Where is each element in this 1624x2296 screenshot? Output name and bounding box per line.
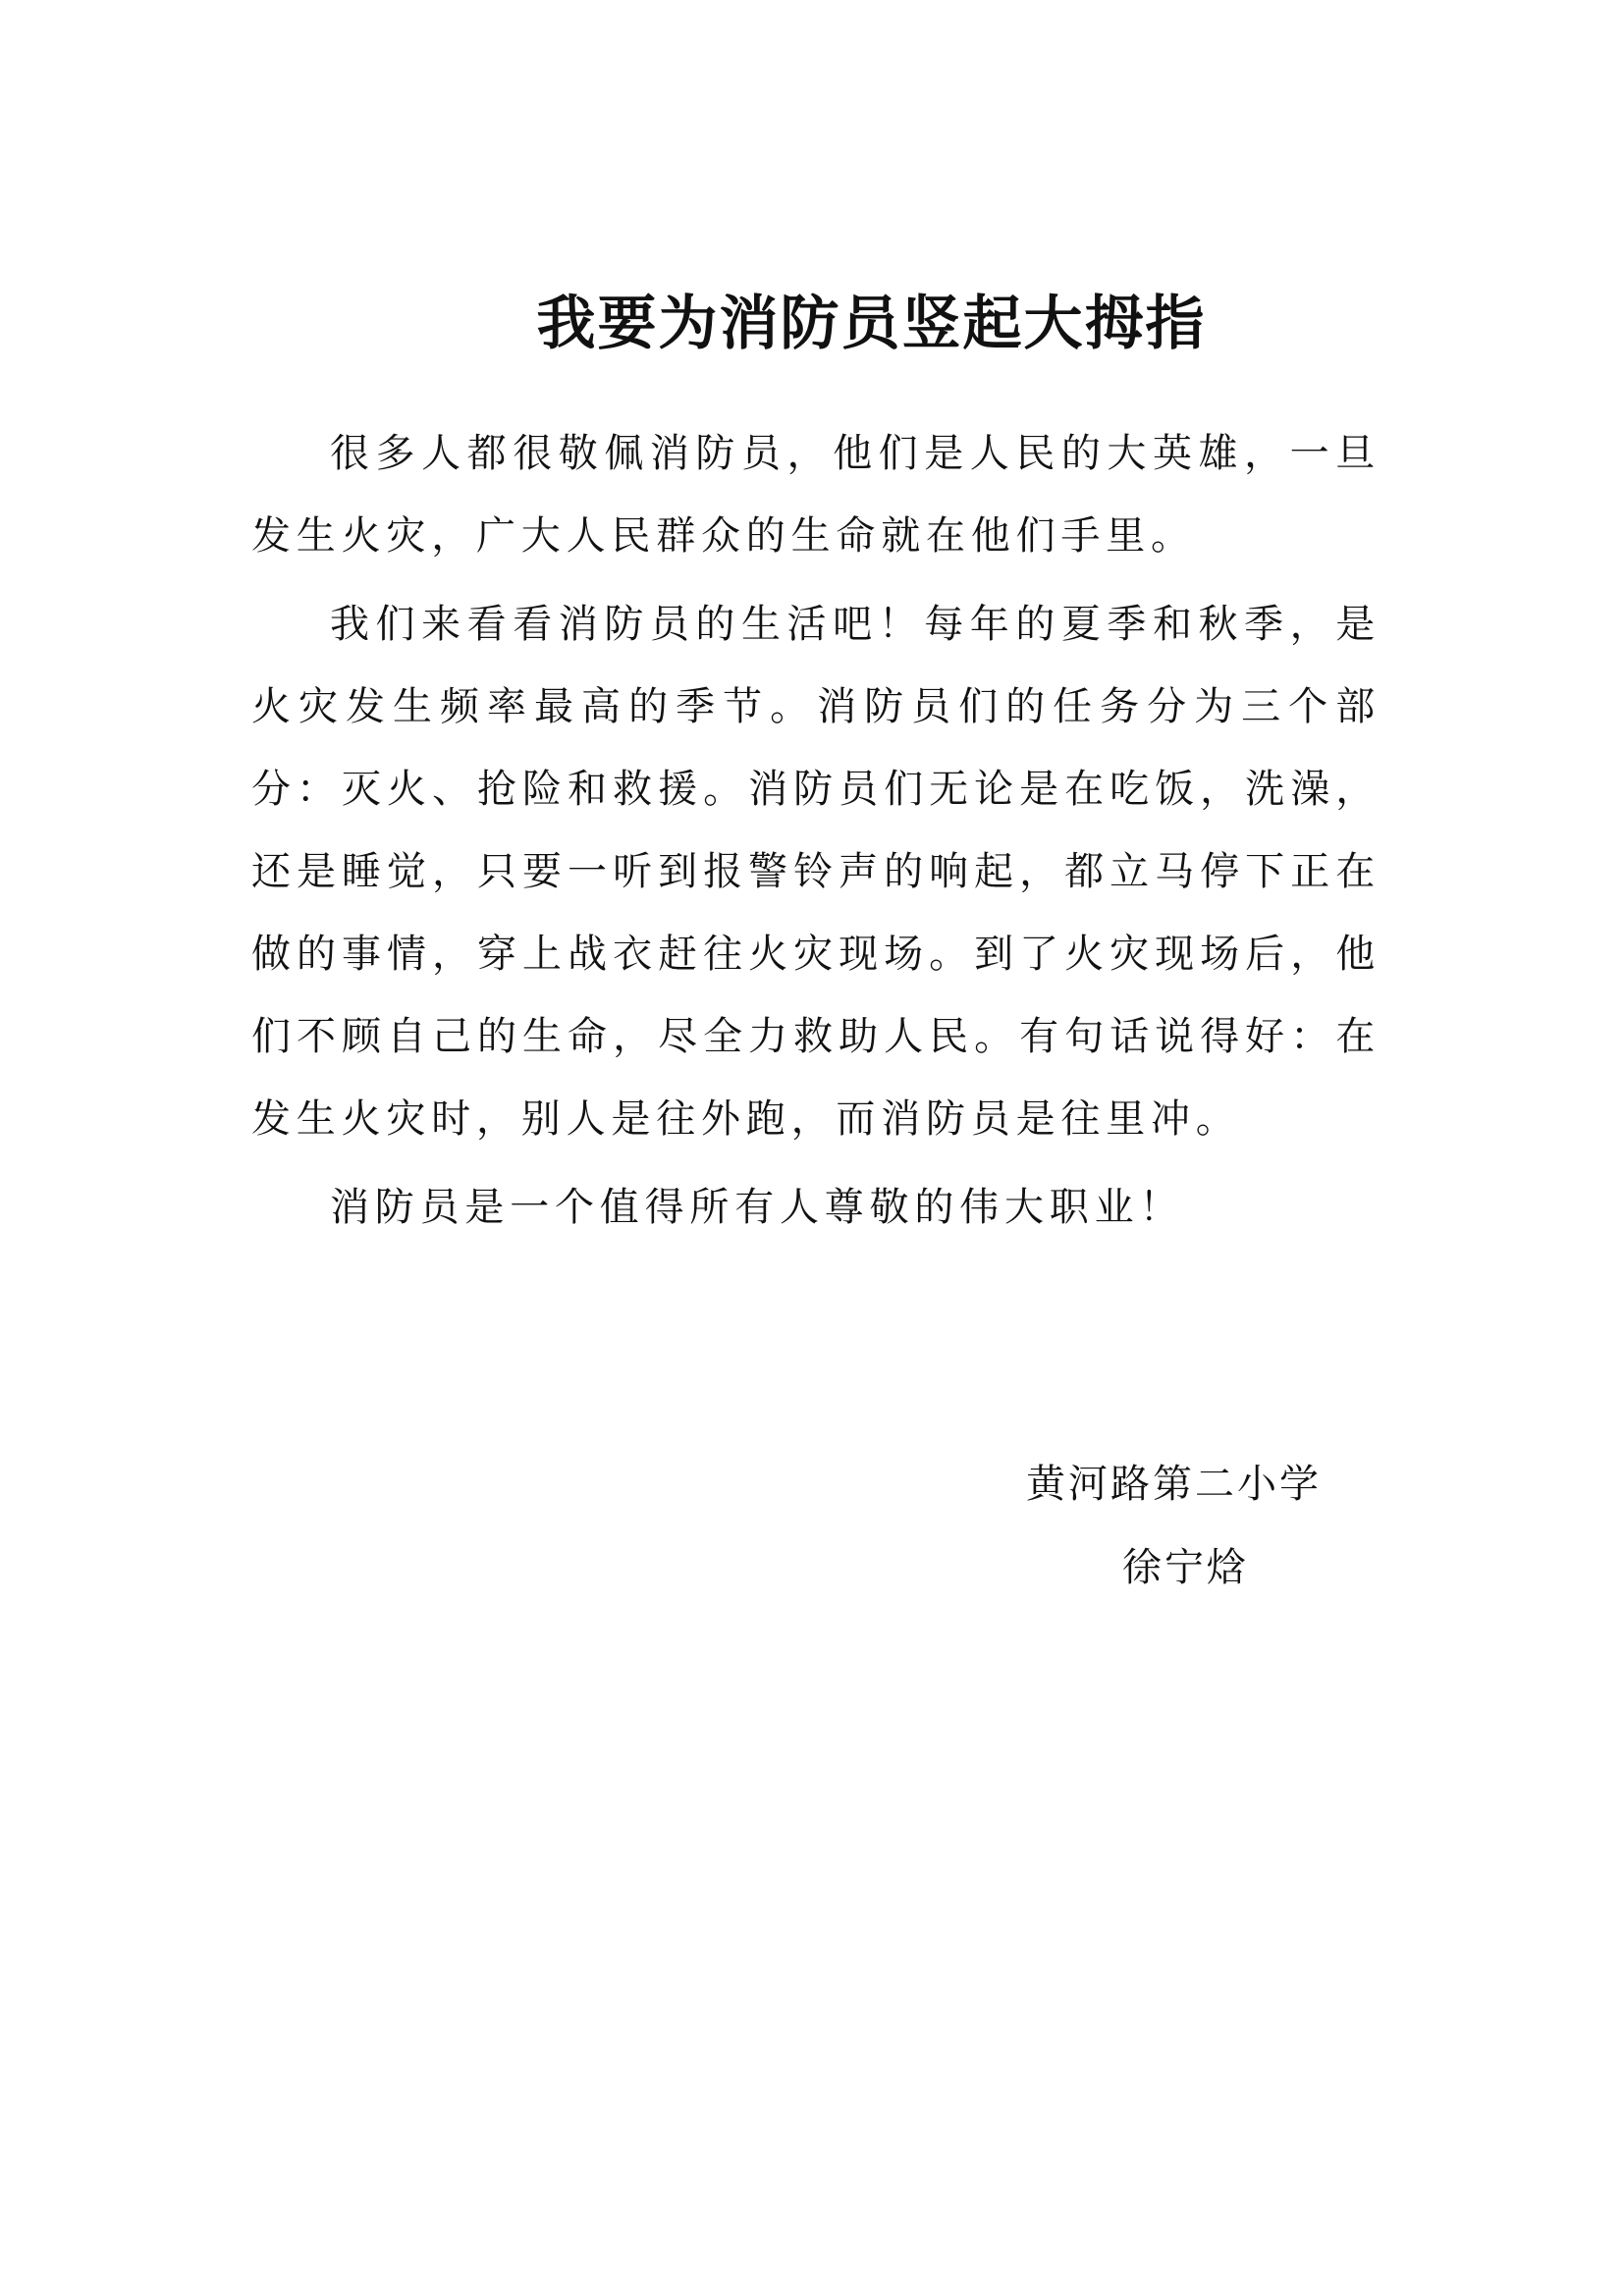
signature-school: 黄河路第二小学 [1026,1462,1322,1507]
signature-author: 徐宁焓 [1122,1545,1249,1590]
document-body [251,412,1380,1255]
paragraph-1: 很多人都很敬佩消防员，他们是人民的大英雄，一旦发生火灾，广大人民群众的生命就在他们手里。 [251,431,1380,559]
document-title: 我要为消防员竖起大拇指 [536,290,1207,358]
paragraph-2: 我们来看看消防员的生活吧！每年的夏季和秋季，是火灾发生频率最高的季节。消防员们的任务分为三个部分：灭火、抢险和救援。消防员们无论是在吃饭，洗澡，还是睡觉，只要一听到报警铃声的响起，都立马停下正在做的事情，穿上战衣赶往火灾现场。到了火灾现场后，他们不顾自己的生命，尽全力救助人民。有句话说得好：在发生火灾时，别人是往外跑，而消防员是往里冲。 [251,602,1380,1142]
paragraph-3: 消防员是一个值得所有人尊敬的伟大职业！ [330,1185,1185,1230]
